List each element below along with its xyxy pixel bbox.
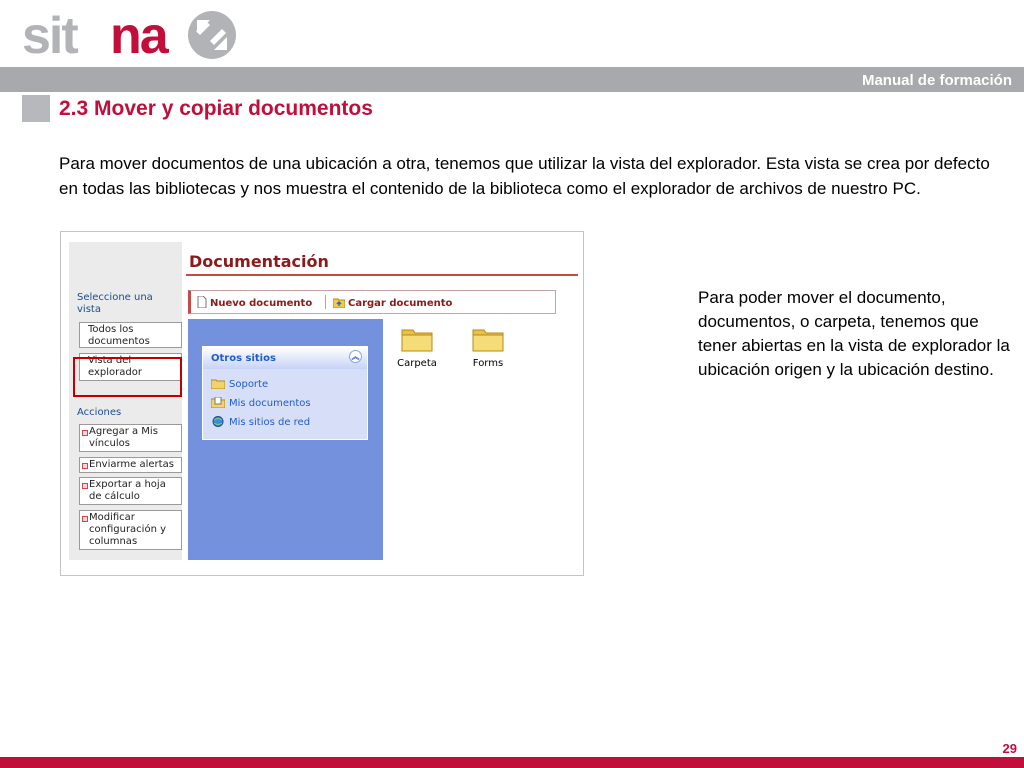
link-label: Mis documentos — [229, 398, 311, 409]
library-screenshot — [60, 231, 584, 576]
link-soporte[interactable] — [211, 378, 268, 390]
action-export-spreadsheet[interactable] — [79, 477, 182, 505]
bullet-icon — [82, 430, 88, 436]
other-sites-header[interactable] — [203, 347, 367, 369]
action-add-to-links[interactable] — [79, 424, 182, 452]
intro-paragraph: Para mover documentos de una ubicación a otra, tenemos que utilizar la vista del explorador. Esta vista se crea por defecto en todas las bibliotecas y nos muestra el contenido de la biblioteca como el explorador de archivos de nuestro PC. — [59, 154, 990, 198]
folder-label-forms[interactable]: Forms — [472, 358, 504, 369]
new-document-label: Nuevo documento — [210, 298, 313, 309]
page-number: 29 — [1002, 741, 1017, 756]
view-navigation — [69, 242, 182, 560]
link-label: Mis sitios de red — [229, 417, 311, 428]
link-mis-sitios-de-red[interactable] — [211, 416, 310, 428]
footer-bar — [0, 757, 1024, 768]
action-alert-me[interactable] — [79, 457, 182, 473]
network-places-icon — [211, 416, 225, 427]
title-marker — [22, 95, 50, 122]
actions-heading: Acciones — [77, 407, 122, 418]
logo-text-red: na — [110, 8, 167, 62]
upload-document-label: Cargar documento — [348, 298, 453, 309]
new-document-button[interactable] — [197, 296, 312, 309]
action-label: Enviarme alertas — [89, 459, 174, 470]
logo-text-gray: sit — [22, 8, 77, 62]
bullet-icon — [82, 516, 88, 522]
view-explorer[interactable]: Vista del explorador — [79, 353, 182, 381]
explorer-task-pane — [188, 319, 383, 560]
action-label: Exportar a hoja de cálculo — [89, 479, 166, 502]
other-sites-panel — [202, 346, 368, 440]
collapse-icon[interactable]: ︽ — [349, 350, 362, 363]
view-all-documents[interactable]: Todos los documentos — [79, 322, 182, 348]
header-label: Manual de formación — [861, 72, 1012, 89]
my-documents-icon — [211, 397, 225, 408]
folder-label-carpeta[interactable]: Carpeta — [397, 358, 437, 369]
folder-icon[interactable] — [472, 326, 504, 352]
header-band — [0, 67, 1024, 92]
library-toolbar — [188, 290, 556, 314]
bullet-icon — [82, 483, 88, 489]
sitna-logo — [22, 8, 242, 62]
title-underline — [186, 274, 578, 276]
upload-document-icon — [333, 296, 345, 308]
bullet-icon — [82, 463, 88, 469]
new-document-icon — [197, 296, 207, 308]
library-title: Documentación — [189, 252, 329, 271]
folder-icon — [211, 378, 225, 389]
folder-icon[interactable] — [401, 326, 433, 352]
upload-document-button[interactable] — [333, 296, 452, 309]
side-paragraph: Para poder mover el documento, documentos, o carpeta, tenemos que tener abiertas en la vista de explorador la ubicación origen y la ubicación destino. — [698, 288, 1010, 379]
logo-arrows-icon — [188, 11, 236, 59]
slide-title: 2.3 Mover y copiar documentos — [59, 97, 373, 120]
explorer-view-highlight — [73, 357, 182, 397]
link-label: Soporte — [229, 379, 269, 390]
action-modify-settings[interactable] — [79, 510, 182, 550]
action-label: Modificar configuración y columnas — [89, 512, 167, 547]
other-sites-heading: Otros sitios — [211, 353, 276, 364]
toolbar-separator — [325, 295, 326, 309]
link-mis-documentos[interactable] — [211, 397, 311, 409]
views-heading: Seleccione una vista — [77, 292, 153, 315]
action-label: Agregar a Mis vínculos — [89, 426, 158, 449]
